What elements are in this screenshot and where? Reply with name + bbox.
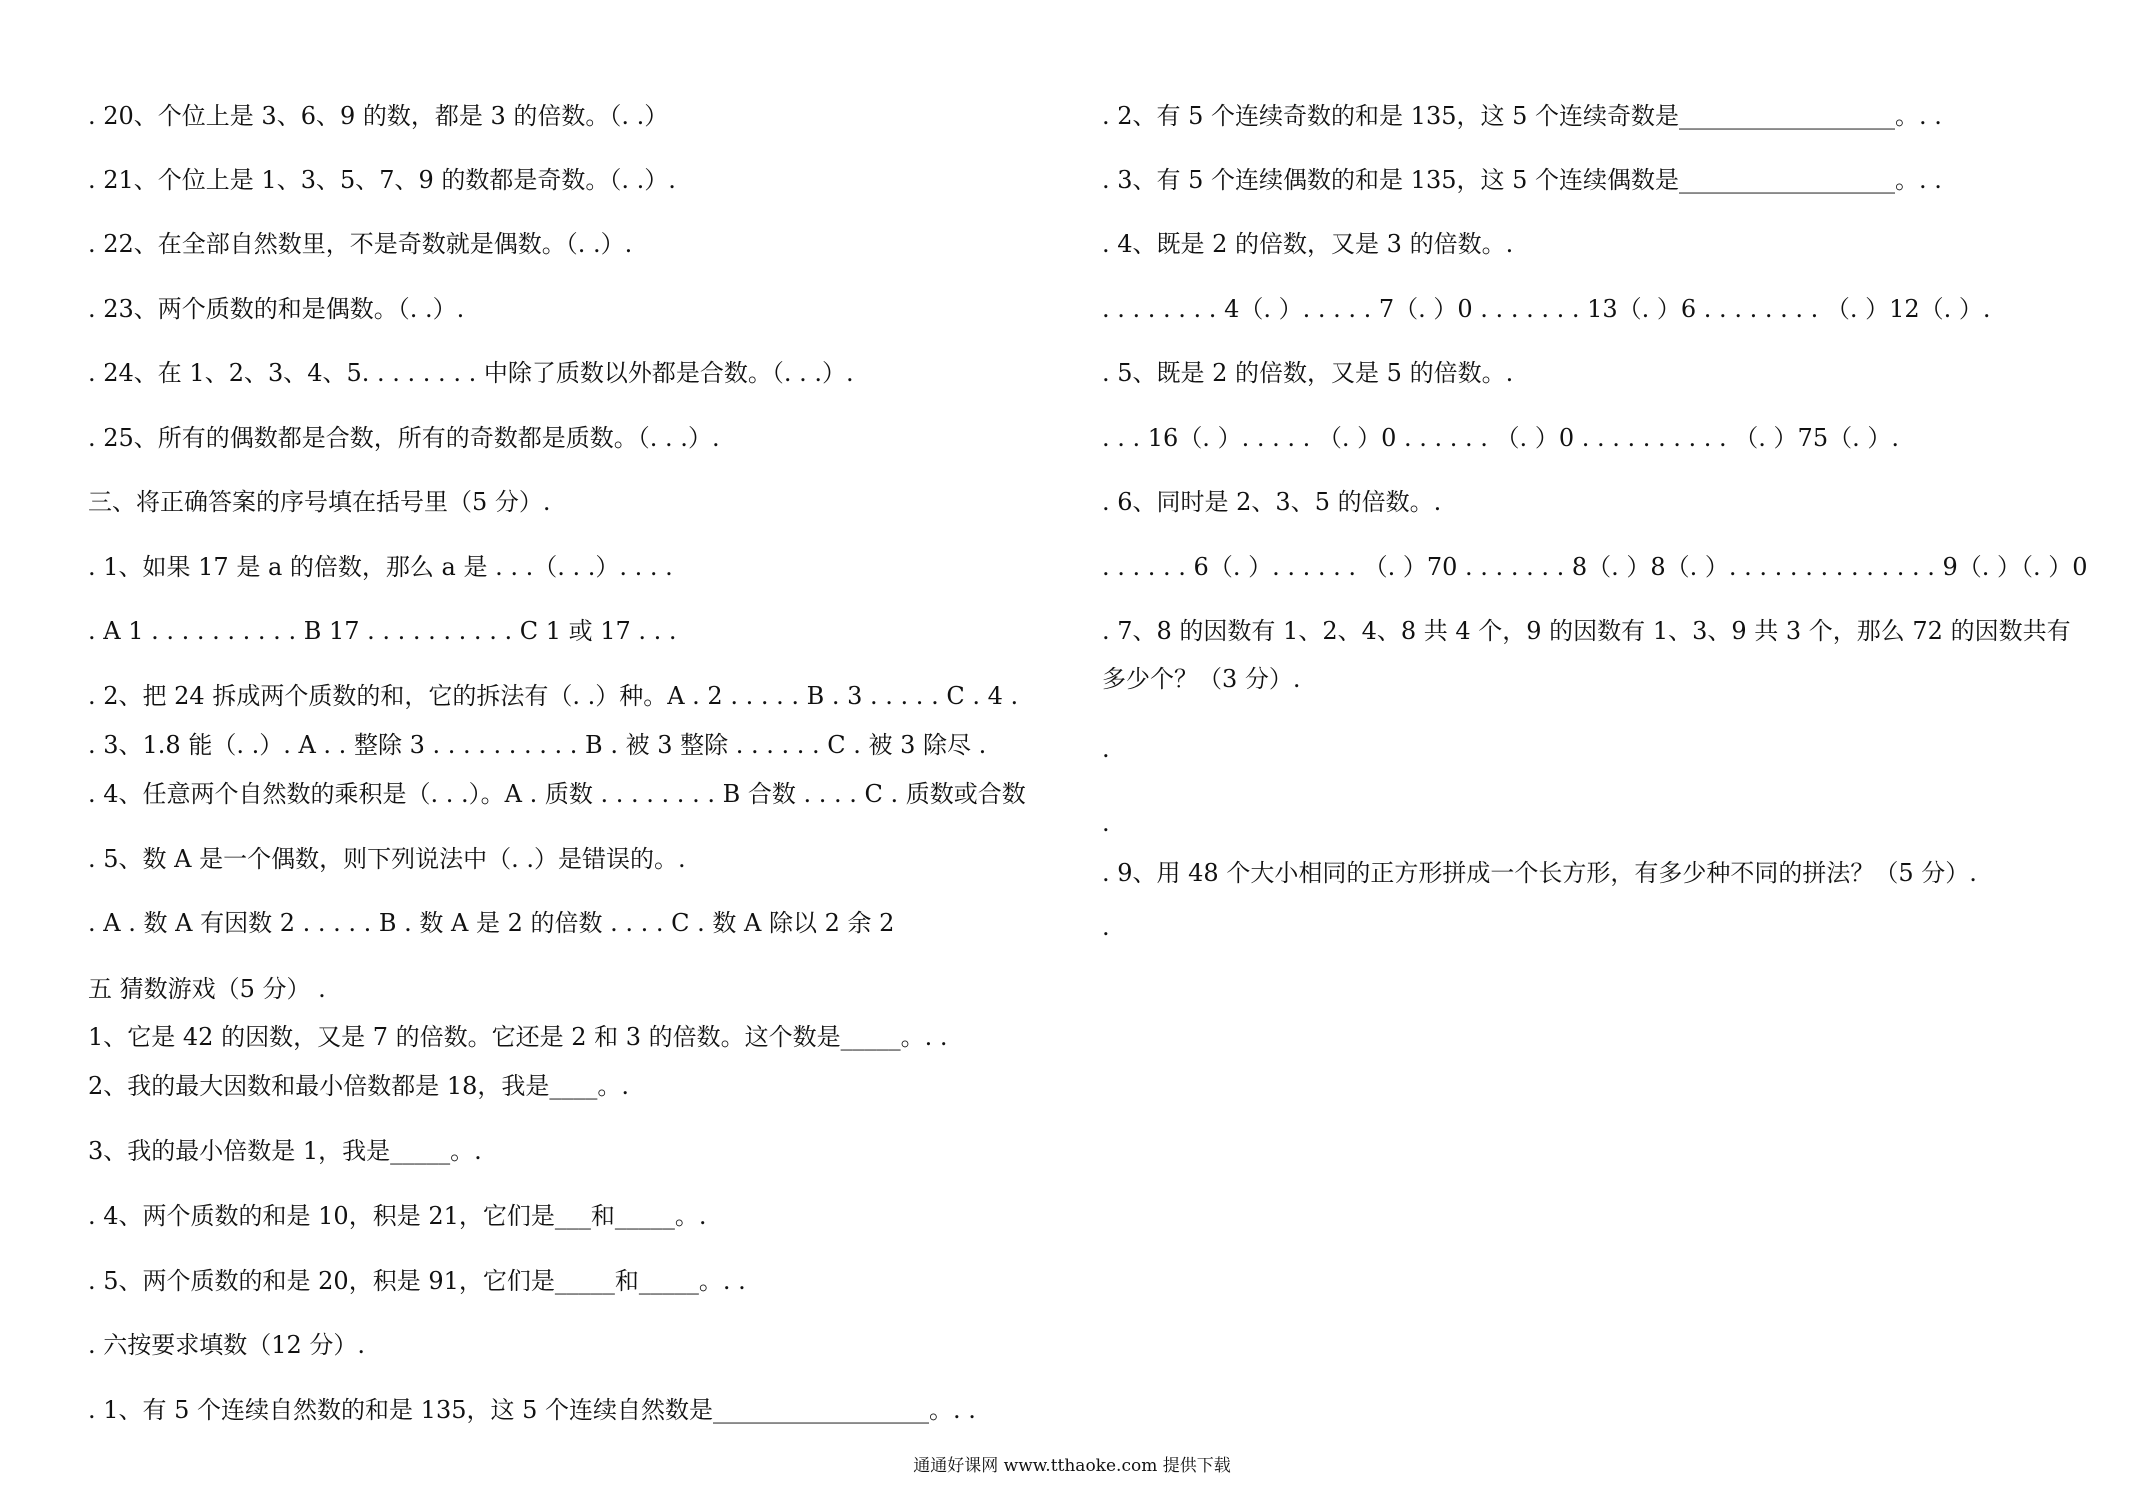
choice-q5: . 5、数 A 是一个偶数，则下列说法中（. .）是错误的。. xyxy=(88,845,686,873)
fill-q1: . 1、有 5 个连续自然数的和是 135，这 5 个连续自然数是__________________。. . xyxy=(88,1396,976,1424)
fill-q5: . 5、既是 2 的倍数，又是 5 的倍数。. xyxy=(1102,359,1514,387)
blank-line: . xyxy=(1102,809,1110,837)
fill-q6: . 6、同时是 2、3、5 的倍数。. xyxy=(1102,488,1442,516)
fill-q2: . 2、有 5 个连续奇数的和是 135，这 5 个连续奇数是__________________。. . xyxy=(1102,102,1942,130)
guess-q2: 2、我的最大因数和最小倍数都是 18，我是____。. xyxy=(88,1072,630,1100)
question-7: . 7、8 的因数有 1、2、4、8 共 4 个，9 的因数有 1、3、9 共 3 个，那么 72 的因数共有多少个？（3 分）. xyxy=(1102,617,2071,693)
guess-q5: . 5、两个质数的和是 20，积是 91，它们是_____和_____。. . xyxy=(88,1267,746,1295)
blank-line: . xyxy=(1102,913,1110,941)
fill-q6-blanks: . . . . . . 6（. ）. . . . . . （. ）70 . . . . . . . 8（. ）8（. ）. . . . . . . . . . . . . . 9（. ）（. ）0 xyxy=(1102,553,2088,581)
question-9: . 9、用 48 个大小相同的正方形拼成一个长方形，有多少种不同的拼法？（5 分）. xyxy=(1102,859,1977,887)
choice-q2: . 2、把 24 拆成两个质数的和，它的拆法有（. .）种。A . 2 . . . . . B . 3 . . . . . C . 4 . xyxy=(88,682,1019,710)
section-3-title: 三、将正确答案的序号填在括号里（5 分）. xyxy=(88,488,551,516)
question-22: . 22、在全部自然数里，不是奇数就是偶数。（. .）. xyxy=(88,230,633,258)
fill-q4: . 4、既是 2 的倍数，又是 3 的倍数。. xyxy=(1102,230,1514,258)
section-5-title: 五 猜数游戏（5 分） . xyxy=(88,975,326,1003)
guess-q3: 3、我的最小倍数是 1，我是_____。. xyxy=(88,1137,482,1165)
guess-q4: . 4、两个质数的和是 10，积是 21，它们是___和_____。. xyxy=(88,1202,707,1230)
guess-q1: 1、它是 42 的因数，又是 7 的倍数。它还是 2 和 3 的倍数。这个数是_____。. . xyxy=(88,1023,948,1051)
question-23: . 23、两个质数的和是偶数。（. .）. xyxy=(88,295,465,323)
choice-q4: . 4、任意两个自然数的乘积是（. . .）。A . 质数 . . . . . . . . B 合数 . . . . C . 质数或合数 xyxy=(88,780,1026,808)
footer-credit: 通通好课网 www.tthaoke.com 提供下载 xyxy=(913,1456,1231,1476)
choice-q5-options: . A . 数 A 有因数 2 . . . . . B . 数 A 是 2 的倍数 . . . . C . 数 A 除以 2 余 2 xyxy=(88,909,895,937)
fill-q5-blanks: . . . 16（. ）. . . . . （. ）0 . . . . . . （. ）0 . . . . . . . . . . （. ）75（. ）. xyxy=(1102,424,1899,452)
question-24: . 24、在 1、2、3、4、5. . . . . . . . 中除了质数以外都是合数。（. . .）. xyxy=(88,359,854,387)
choice-q1: . 1、如果 17 是 a 的倍数，那么 a 是 . . .（. . .）. . . . xyxy=(88,553,673,581)
blank-line: . xyxy=(1102,735,1110,763)
question-25: . 25、所有的偶数都是合数，所有的奇数都是质数。（. . .）. xyxy=(88,424,720,452)
choice-q3: . 3、1.8 能（. .）. A . . 整除 3 . . . . . . . . . . B . 被 3 整除 . . . . . . C . 被 3 除尽 . xyxy=(88,731,987,759)
fill-q4-blanks: . . . . . . . . 4（. ）. . . . . 7（. ）0 . . . . . . . 13（. ）6 . . . . . . . . （. ）12（. ）. xyxy=(1102,295,1991,323)
choice-q1-options: . A 1 . . . . . . . . . . B 17 . . . . . . . . . . C 1 或 17 . . . xyxy=(88,617,677,645)
question-20: . 20、个位上是 3、6、9 的数，都是 3 的倍数。（. .） xyxy=(88,102,669,130)
fill-q3: . 3、有 5 个连续偶数的和是 135，这 5 个连续偶数是__________________。. . xyxy=(1102,166,1942,194)
section-6-title: . 六按要求填数（12 分）. xyxy=(88,1331,366,1359)
question-21: . 21、个位上是 1、3、5、7、9 的数都是奇数。（. .）. xyxy=(88,166,676,194)
